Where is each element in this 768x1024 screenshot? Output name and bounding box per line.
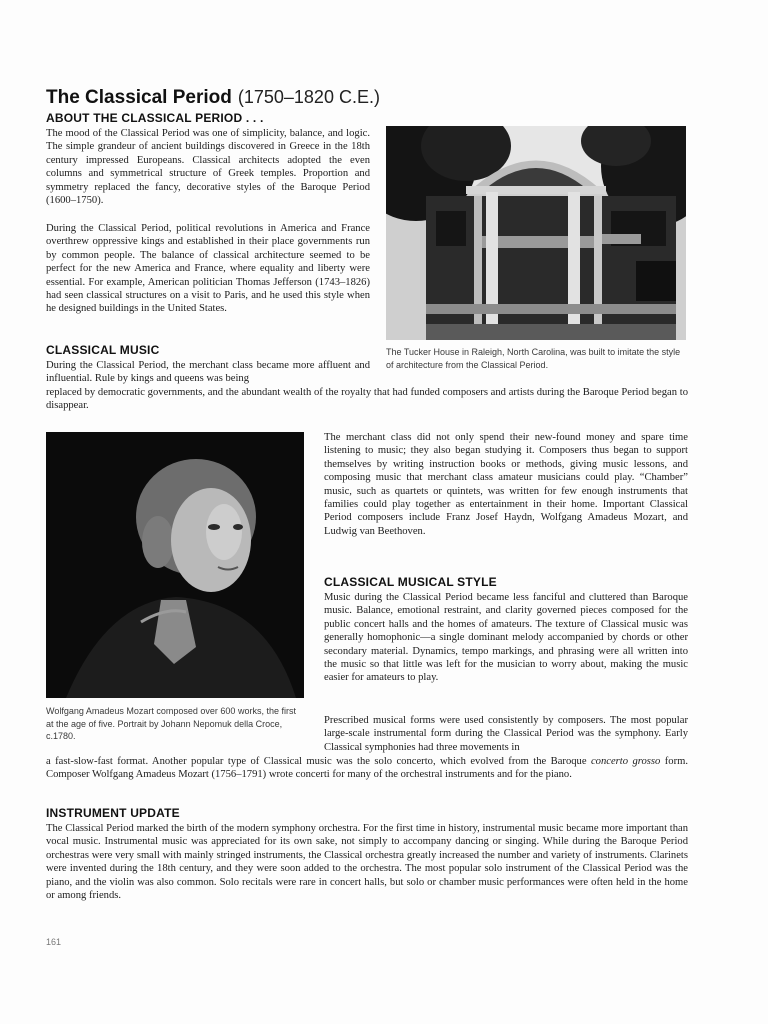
page-title <box>46 74 380 111</box>
title-dates: (1750–1820 C.E.) <box>237 87 380 107</box>
classical-music-paragraph-1-end: replaced by democratic governments, and the abundant wealth of the royalty that had funded composers and artists during the Baroque Period began to disappear. <box>46 387 688 412</box>
musical-style-paragraph-1: Music during the Classical Period became less fanciful and cluttered than Baroque music. Balance, emotional restraint, and clarity governed pieces composed for the public concert halls and the homes of amateurs. The texture of Classical music was generally homophonic—a single dominant melody accompanied by chords or other secondary material. Dynamics, tempo markings, and phrasing were all written into the music so that little was left for the musician to worry about, making the music easier for amateurs to play. <box>324 592 688 684</box>
musical-style-text-a: a fast-slow-fast format. Another popular type of Classical music was the solo concerto, which evolved from the Baroque <box>46 756 591 767</box>
musical-style-paragraph-2-start: Prescribed musical forms were used consistently by composers. The most popular large-scale instrumental form during the Classical Period was the symphony. Early Classical symphonies had three movements in <box>324 715 688 753</box>
tucker-house-caption: The Tucker House in Raleigh, North Carolina, was built to imitate the style of architecture from the Classical Period. <box>386 347 681 370</box>
classical-music-heading: CLASSICAL MUSIC <box>46 343 160 357</box>
tucker-house-photo <box>386 126 686 340</box>
about-paragraph-1: The mood of the Classical Period was one of simplicity, balance, and logic. The simple grandeur of ancient buildings discovered in Greece in the 18th century impressed Europeans. Classical architects adopted the even columns and symmetrical structure of Greek temples. Proportion and symmetry replaced the fancy, decorative styles of the Baroque Period (1600–1750). <box>46 128 370 207</box>
mozart-portrait <box>46 432 304 698</box>
mozart-caption: Wolfgang Amadeus Mozart composed over 600 works, the first at the age of five. Portrait by Johann Nepomuk della Croce, c.1780. <box>46 706 296 741</box>
title-main: The Classical Period <box>46 87 232 108</box>
page-number: 161 <box>46 937 62 947</box>
about-heading: ABOUT THE CLASSICAL PERIOD . . . <box>46 111 264 125</box>
instrument-update-heading: INSTRUMENT UPDATE <box>46 806 180 820</box>
instrument-update-paragraph: The Classical Period marked the birth of the modern symphony orchestra. For the first time in history, instrumental music became more important than vocal music. Instrumental music was appreciated for its own sake, not simply to accompany dancing or singing. While during the Baroque Period orchestras were very small with mainly stringed instruments, the Classical orchestra greatly increased the number and variety of instruments. Clarinets were invented during the 18th century, and they were soon added to the orchestra. The most popular solo instrument of the Classical Period was the piano, and the violin was also common. Solo recitals were rare in concert halls, but solo or chamber music performances were often held in the home or among friends. <box>46 823 688 902</box>
classical-music-paragraph-2: The merchant class did not only spend their new-found money and spare time listening to music; they also began studying it. Composers thus began to support themselves by writing instruction books or methods, giving music lessons, and composing music that merchant class amateur musicians could play. “Chamber” music, such as quartets or quintets, was written for few enough instruments that families could play together as entertainment in their home. Important Classical Period composers include Franz Josef Haydn, Wolfgang Amadeus Mozart, and Ludwig van Beethoven. <box>324 432 688 537</box>
classical-music-paragraph-1-start: During the Classical Period, the merchant class became more affluent and influential. Rule by kings and queens was being <box>46 360 370 385</box>
musical-style-heading: CLASSICAL MUSICAL STYLE <box>324 575 497 589</box>
musical-style-text-b: form. Composer Wolfgang Amadeus Mozart (1756–1791) wrote concerti for many of the orchestral instruments and for the piano. <box>46 756 689 781</box>
musical-style-italic-term: concerto grosso <box>590 756 661 767</box>
musical-style-paragraph-2-end <box>46 755 688 782</box>
about-paragraph-2: During the Classical Period, political revolutions in America and France overthrew oppressive kings and established in their place governments run by common people. The balance of classical architecture seemed to be perfect for the new America and France, where equality and liberty were essential. For example, American politician Thomas Jefferson (1743–1826) had seen classical structures on a visit to Paris, and he used this style when he designed buildings in the United States. <box>46 223 370 315</box>
